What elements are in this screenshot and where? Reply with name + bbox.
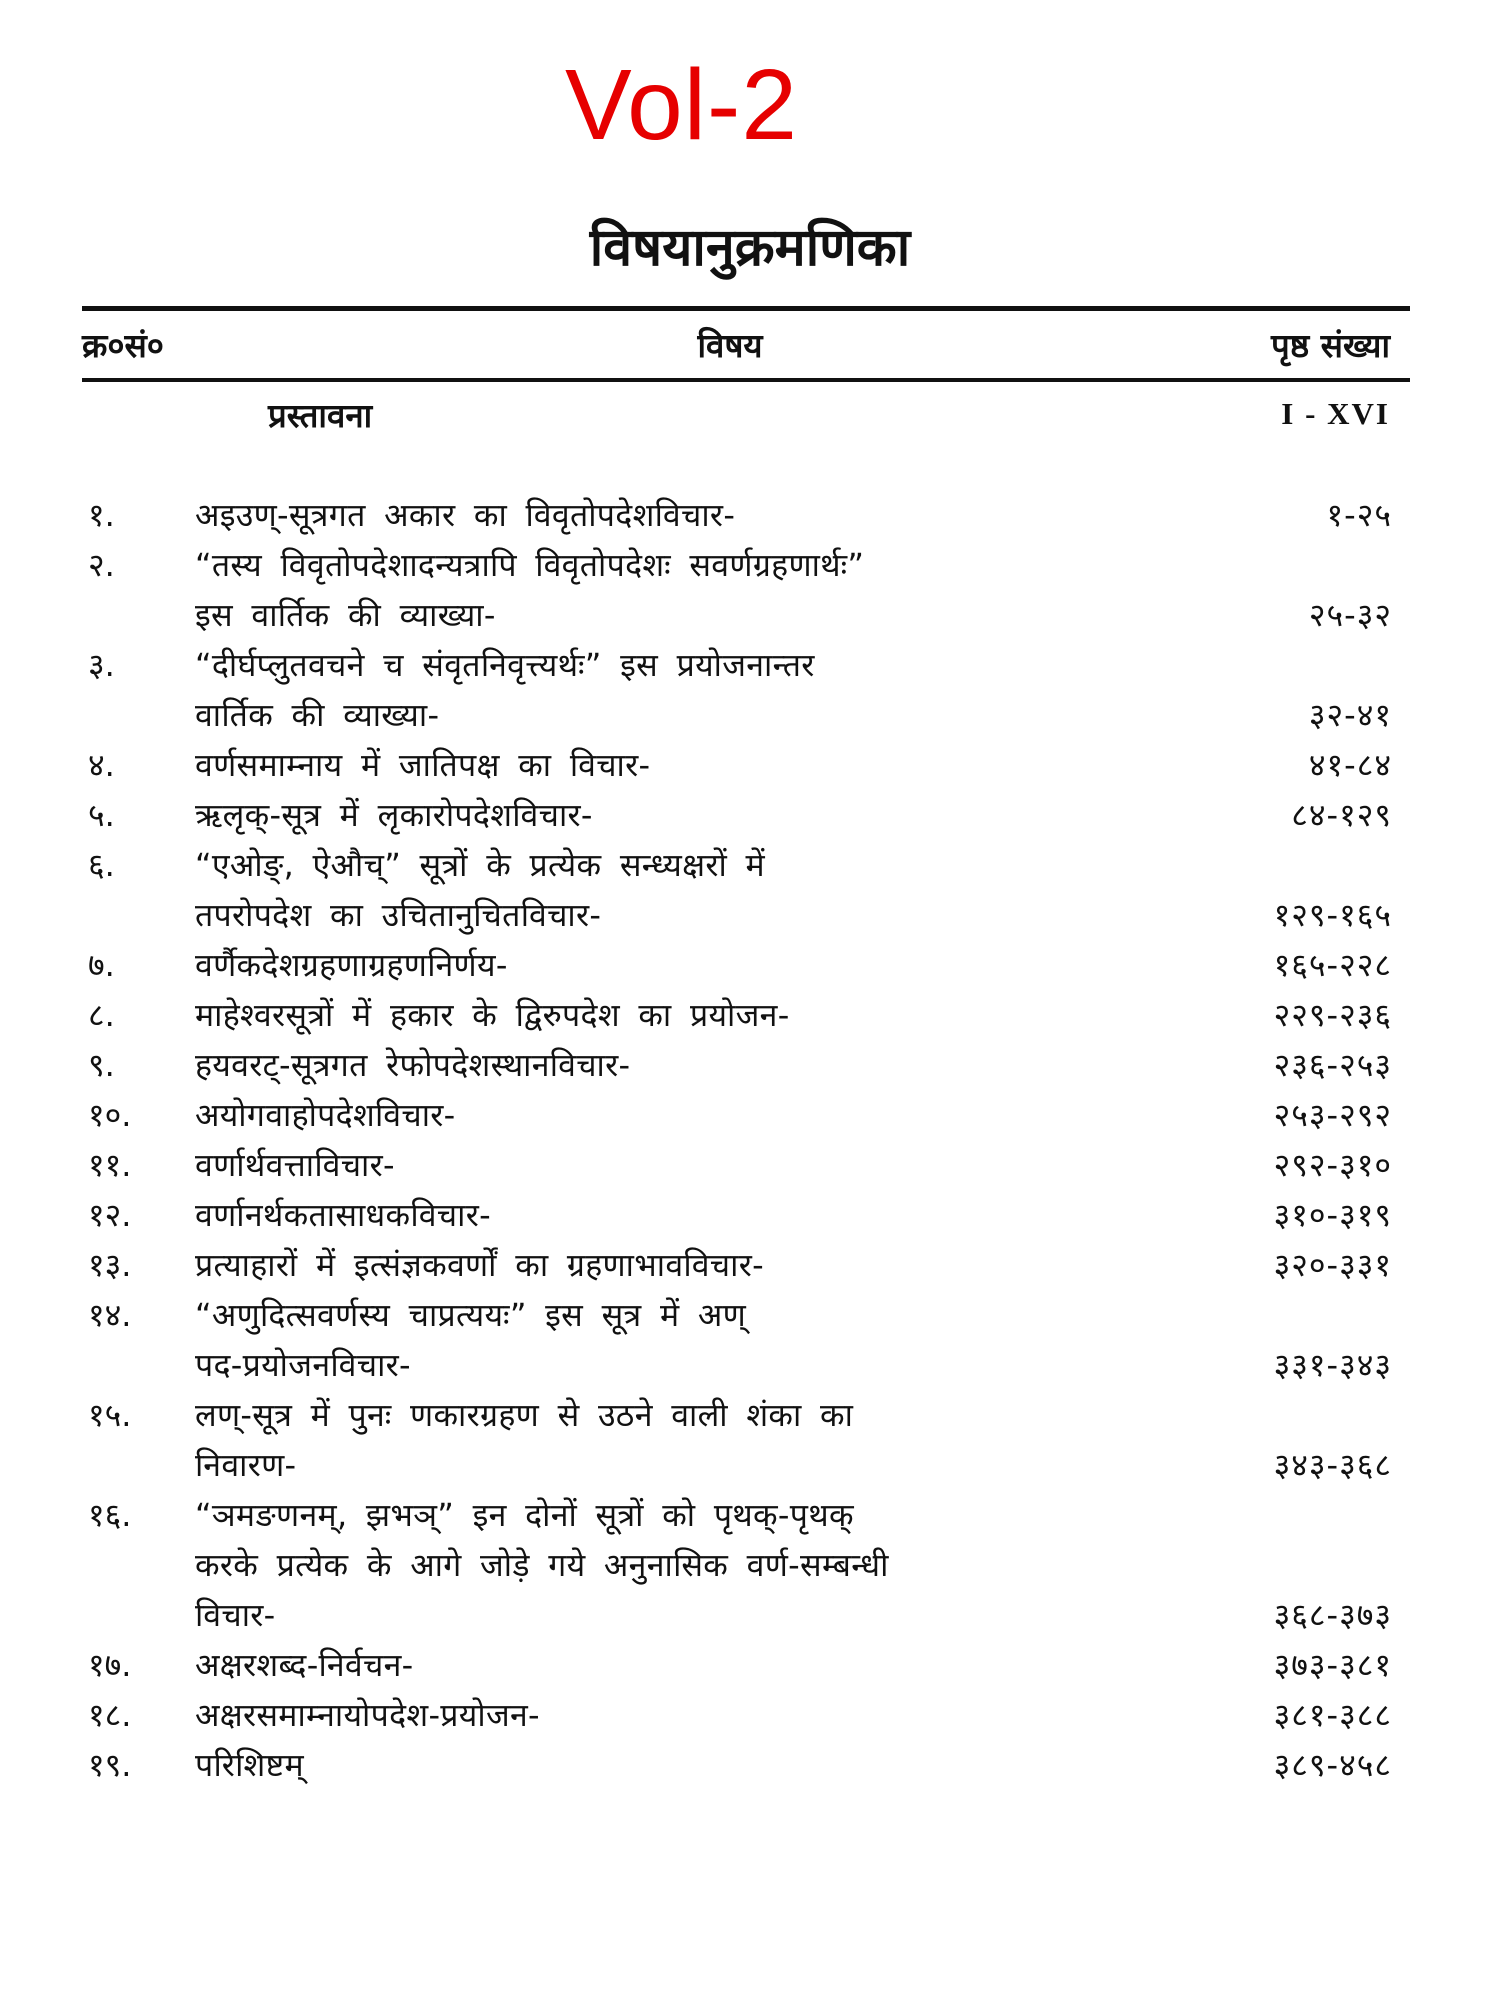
entry-subject: ऋलृक्-सूत्र में लृकारोपदेशविचार-: [195, 796, 593, 834]
entry-pages: २५-३२: [1308, 596, 1392, 634]
entry-subject: लण्-सूत्र में पुनः णकारग्रहण से उठने वाली शंका का: [195, 1396, 854, 1434]
entry-number: १७.: [88, 1646, 132, 1684]
entry-pages: १-२५: [1326, 496, 1392, 534]
toc-entry: [0, 940, 1500, 990]
entry-number: ४.: [88, 746, 115, 784]
toc-entry-line: [0, 1340, 1500, 1390]
entry-subject: वर्णानर्थकतासाधकविचार-: [195, 1196, 491, 1234]
toc-entries: [0, 490, 1500, 1790]
toc-entry-line: [0, 990, 1500, 1040]
entry-pages: ३४३-३६८: [1273, 1446, 1392, 1484]
entry-pages: ३८१-३८८: [1273, 1696, 1392, 1734]
entry-subject: इस वार्तिक की व्याख्या-: [195, 596, 496, 634]
entry-subject: अक्षरशब्द-निर्वचन-: [195, 1646, 414, 1684]
entry-subject: “दीर्घप्लुतवचने च संवृतनिवृत्त्यर्थः” इस प्रयोजनान्तर: [195, 646, 815, 684]
entry-pages: ३६८-३७३: [1273, 1596, 1392, 1634]
entry-pages: ८४-१२९: [1291, 796, 1392, 834]
header-page: पृष्ठ संख्या: [1271, 326, 1390, 365]
entry-number: २.: [88, 546, 115, 584]
toc-entry: [0, 1490, 1500, 1640]
toc-entry-line: [0, 1440, 1500, 1490]
toc-entry-line: [0, 640, 1500, 690]
toc-entry-line: [0, 1740, 1500, 1790]
entry-number: १६.: [88, 1496, 132, 1534]
toc-entry: [0, 1140, 1500, 1190]
entry-subject: “ञमङणनम्, झभञ्” इन दोनों सूत्रों को पृथक्-पृथक्: [195, 1496, 854, 1534]
header-bottom-rule: [82, 378, 1410, 382]
toc-entry: [0, 540, 1500, 640]
toc-entry-line: [0, 1490, 1500, 1540]
entry-subject: प्रत्याहारों में इत्संज्ञकवर्णों का ग्रहणाभावविचार-: [195, 1246, 764, 1284]
entry-pages: १२९-१६५: [1273, 896, 1392, 934]
entry-subject: हयवरट्-सूत्रगत रेफोपदेशस्थानविचार-: [195, 1046, 631, 1084]
toc-entry-line: [0, 1540, 1500, 1590]
toc-entry-line: [0, 1590, 1500, 1640]
toc-entry-line: [0, 1090, 1500, 1140]
toc-entry: [0, 640, 1500, 740]
entry-subject: अइउण्-सूत्रगत अकार का विवृतोपदेशविचार-: [195, 496, 736, 534]
toc-entry-line: [0, 1690, 1500, 1740]
toc-entry-line: [0, 1040, 1500, 1090]
toc-entry-line: [0, 1240, 1500, 1290]
toc-entry: [0, 740, 1500, 790]
entry-number: ८.: [88, 996, 115, 1034]
toc-entry: [0, 1290, 1500, 1390]
entry-pages: २९२-३१०: [1273, 1146, 1392, 1184]
toc-entry: [0, 1390, 1500, 1490]
entry-pages: ३१०-३१९: [1273, 1196, 1392, 1234]
toc-entry-line: [0, 1640, 1500, 1690]
toc-entry: [0, 1640, 1500, 1690]
entry-number: ९.: [88, 1046, 115, 1084]
toc-entry-line: [0, 940, 1500, 990]
entry-pages: १६५-२२८: [1273, 946, 1392, 984]
entry-pages: २२९-२३६: [1273, 996, 1392, 1034]
toc-entry-line: [0, 840, 1500, 890]
toc-entry-line: [0, 1290, 1500, 1340]
intro-pages: I - XVI: [1281, 396, 1390, 431]
entry-pages: २५३-२९२: [1273, 1096, 1392, 1134]
entry-subject: निवारण-: [195, 1446, 297, 1484]
toc-header-row: [0, 322, 1500, 372]
entry-pages: ३२०-३३१: [1273, 1246, 1392, 1284]
intro-row: [0, 392, 1500, 442]
entry-pages: ३२-४१: [1308, 696, 1392, 734]
toc-entry-line: [0, 740, 1500, 790]
entry-subject: पद-प्रयोजनविचार-: [195, 1346, 411, 1384]
toc-entry-line: [0, 590, 1500, 640]
entry-number: १३.: [88, 1246, 132, 1284]
toc-entry: [0, 840, 1500, 940]
entry-subject: अक्षरसमाम्नायोपदेश-प्रयोजन-: [195, 1696, 540, 1734]
entry-number: १९.: [88, 1746, 132, 1784]
entry-subject: वर्णार्थवत्ताविचार-: [195, 1146, 395, 1184]
intro-title: प्रस्तावना: [268, 396, 373, 435]
entry-subject: “एओङ्, ऐऔच्” सूत्रों के प्रत्येक सन्ध्यक्षरों में: [195, 846, 765, 884]
toc-entry-line: [0, 690, 1500, 740]
toc-entry-line: [0, 490, 1500, 540]
entry-number: ६.: [88, 846, 115, 884]
entry-number: ७.: [88, 946, 115, 984]
entry-subject: “अणुदित्सवर्णस्य चाप्रत्ययः” इस सूत्र में अण्: [195, 1296, 747, 1334]
toc-entry: [0, 1090, 1500, 1140]
entry-pages: ३७३-३८१: [1273, 1646, 1392, 1684]
entry-subject: परिशिष्टम्: [195, 1746, 304, 1784]
toc-entry: [0, 1740, 1500, 1790]
page-title: विषयानुक्रमणिका: [589, 218, 911, 278]
entry-subject: अयोगवाहोपदेशविचार-: [195, 1096, 456, 1134]
toc-entry: [0, 790, 1500, 840]
entry-subject: वर्णसमाम्नाय में जातिपक्ष का विचार-: [195, 746, 651, 784]
header-subject: विषय: [697, 326, 763, 365]
header-top-rule: [82, 306, 1410, 311]
toc-entry: [0, 490, 1500, 540]
entry-subject: करके प्रत्येक के आगे जोड़े गये अनुनासिक वर्ण-सम्बन्धी: [195, 1546, 889, 1584]
entry-number: ११.: [88, 1146, 132, 1184]
toc-entry-line: [0, 1190, 1500, 1240]
toc-entry: [0, 1040, 1500, 1090]
toc-entry-line: [0, 1390, 1500, 1440]
toc-entry-line: [0, 890, 1500, 940]
toc-entry-line: [0, 540, 1500, 590]
toc-entry: [0, 990, 1500, 1040]
header-serial: क्र०सं०: [82, 326, 164, 365]
toc-entry-line: [0, 1140, 1500, 1190]
entry-subject: “तस्य विवृतोपदेशादन्यत्रापि विवृतोपदेशः सवर्णग्रहणार्थः”: [195, 546, 865, 584]
entry-pages: ३८९-४५८: [1273, 1746, 1392, 1784]
toc-entry-line: [0, 790, 1500, 840]
entry-subject: माहेश्वरसूत्रों में हकार के द्विरुपदेश का प्रयोजन-: [195, 996, 790, 1034]
toc-entry: [0, 1690, 1500, 1740]
entry-number: ५.: [88, 796, 115, 834]
entry-subject: वर्णैकदेशग्रहणाग्रहणनिर्णय-: [195, 946, 508, 984]
toc-entry: [0, 1190, 1500, 1240]
entry-number: १८.: [88, 1696, 132, 1734]
entry-pages: ४१-८४: [1308, 746, 1392, 784]
entry-subject: तपरोपदेश का उचितानुचितविचार-: [195, 896, 602, 934]
entry-number: १०.: [88, 1096, 132, 1134]
entry-subject: वार्तिक की व्याख्या-: [195, 696, 440, 734]
entry-number: १४.: [88, 1296, 132, 1334]
entry-pages: ३३१-३४३: [1273, 1346, 1392, 1384]
entry-subject: विचार-: [195, 1596, 276, 1634]
entry-number: १.: [88, 496, 115, 534]
entry-pages: २३६-२५३: [1273, 1046, 1392, 1084]
volume-label: Vol-2: [565, 49, 798, 161]
entry-number: १२.: [88, 1196, 132, 1234]
entry-number: ३.: [88, 646, 115, 684]
entry-number: १५.: [88, 1396, 132, 1434]
toc-entry: [0, 1240, 1500, 1290]
